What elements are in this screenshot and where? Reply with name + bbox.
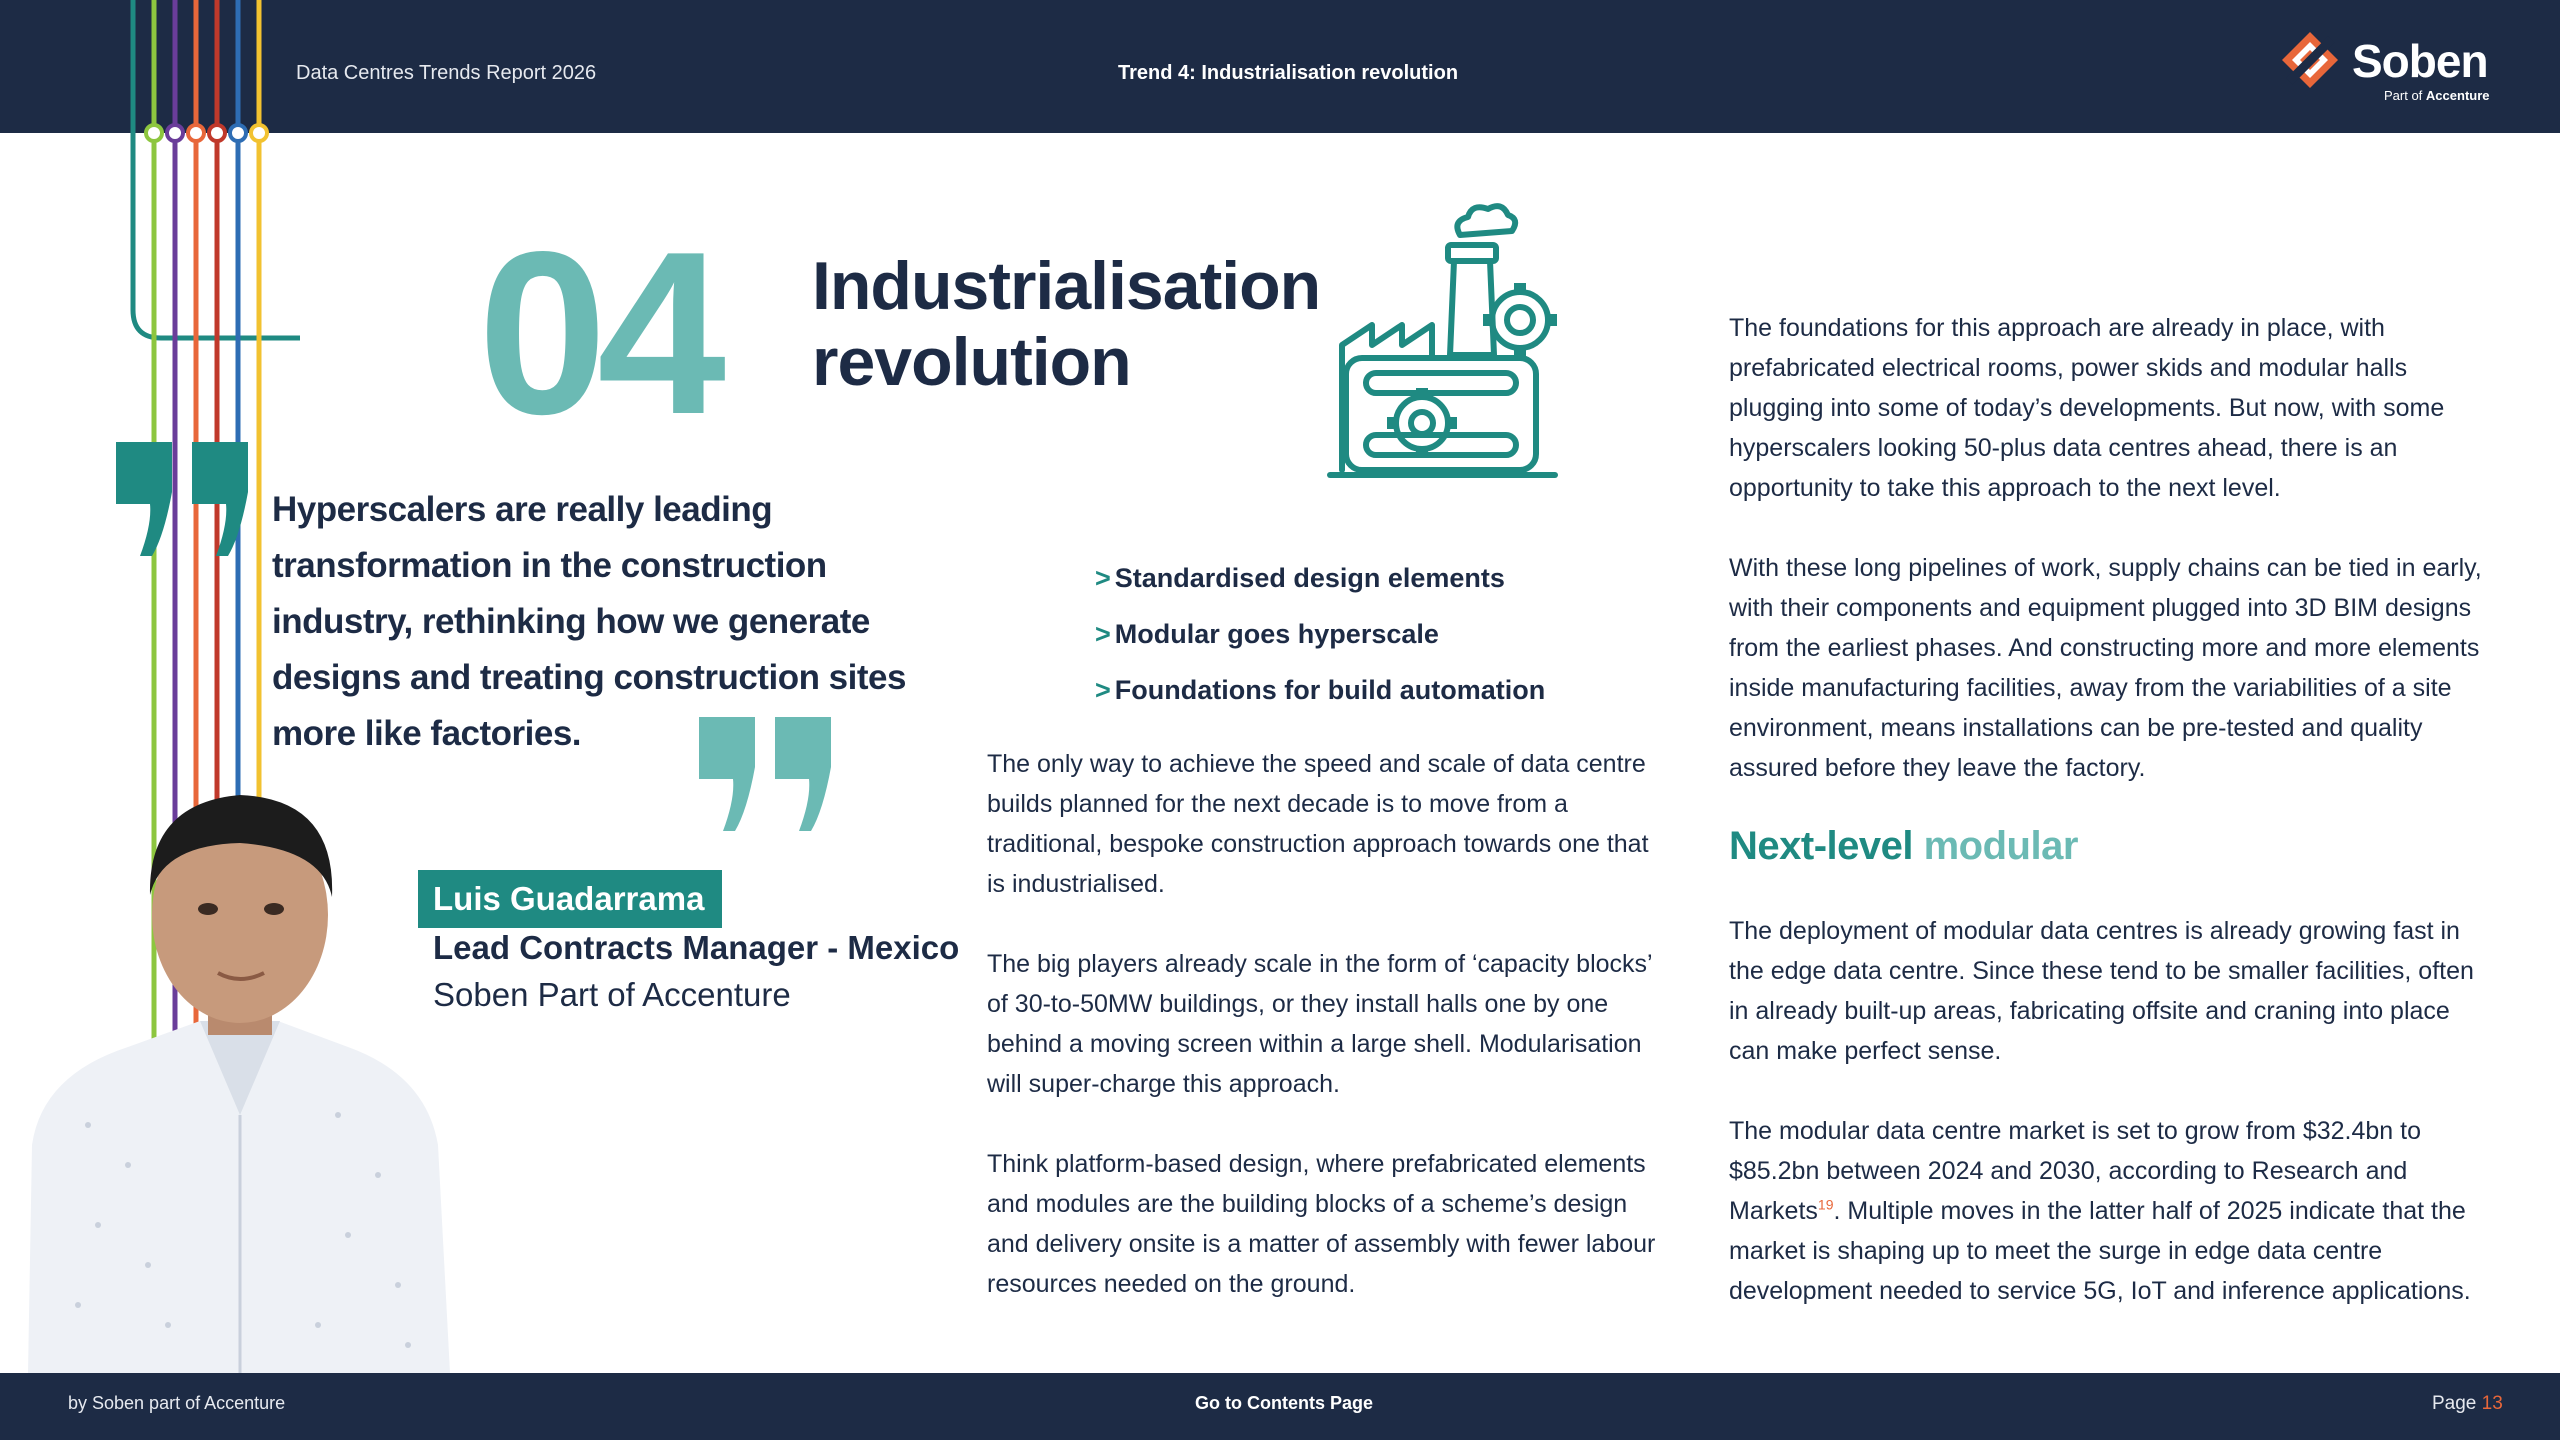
body-paragraph: The big players already scale in the form of ‘capacity blocks’ of 30-to-50MW buildings, or they install halls one by one behind a moving screen within a large shell. Modularisation will super-charge this approach. [987, 950, 1652, 1098]
middle-column-text [987, 744, 1667, 1344]
body-paragraph: The modular data centre market is set to grow from $32.4bn to $85.2bn between 2024 and 2030, according to Research and Markets$^{19}$. Multiple moves in the latter half of 2025 indicate that the market is shaping up to meet the surge in edge data centre development needed to service 5G, IoT and inference applications. [1729, 1117, 2471, 1305]
page-title-line-2: revolution [812, 324, 1131, 400]
close-quote-icon [695, 715, 835, 835]
trend-number: 04 [478, 204, 717, 463]
bullet-arrow-icon: > [1095, 675, 1111, 705]
factory-gears-icon [1310, 195, 1560, 480]
footnote-marker[interactable]: 19 [1817, 1196, 1834, 1213]
key-point: > Foundations for build automation [1095, 675, 1546, 705]
logo-subtitle: Part of Accenture [2384, 88, 2490, 103]
page-number: 13 [2481, 1393, 2503, 1414]
page-title [812, 248, 1320, 400]
report-title: Data Centres Trends Report 2026 [296, 62, 597, 84]
page-title-line-1: Industrialisation [812, 248, 1321, 324]
right-column-text [1729, 308, 2489, 828]
body-paragraph: The foundations for this approach are already in place, with prefabricated electrical rooms, power skids and modular halls plugging into some of today’s developments. But now, with some hyperscalers looking 50-plus data centres ahead, there is an opportunity to take this approach to the next level. [1729, 314, 2445, 502]
speaker-company: Soben Part of Accenture [433, 976, 791, 1013]
right-column-text-lower [1729, 911, 2489, 1351]
soben-diamond-logo-icon [2280, 30, 2350, 90]
soben-logo [2280, 30, 2500, 110]
key-points-list [1095, 550, 1545, 718]
section-title: Trend 4: Industrialisation revolution [1118, 62, 1459, 84]
pull-quote-text: Hyperscalers are really leading transformation in the construction industry, rethinking how we generate designs and treating construction sites more like factories. [272, 490, 906, 753]
key-point: > Modular goes hyperscale [1095, 619, 1439, 649]
key-point: > Standardised design elements [1095, 563, 1505, 593]
body-paragraph: Think platform-based design, where prefabricated elements and modules are the building blocks of a scheme’s design and delivery onsite is a matter of assembly with fewer labour resources needed on the ground. [987, 1150, 1656, 1298]
open-quote-icon [112, 440, 252, 560]
page-indicator: Page 13 [2432, 1393, 2503, 1414]
body-paragraph: The deployment of modular data centres is already growing fast in the edge data centre. Since these tend to be smaller facilities, often in already built-up areas, fabricating offsite and craning into place can make perfect sense. [1729, 917, 2474, 1065]
speaker-role: Lead Contracts Manager - Mexico [433, 929, 960, 966]
contents-page-link[interactable]: Go to Contents Page [1195, 1393, 1374, 1413]
bullet-arrow-icon: > [1095, 563, 1111, 593]
body-paragraph: With these long pipelines of work, supply chains can be tied in early, with their components and equipment plugged into 3D BIM designs from the earliest phases. And constructing more and more elements inside manufacturing facilities, away from the variabilities of a site environment, means installations can be pre-tested and quality assured before they leave the factory. [1729, 554, 2482, 782]
bullet-arrow-icon: > [1095, 619, 1111, 649]
footer-credit: by Soben part of Accenture [68, 1393, 286, 1413]
logo-wordmark: Soben [2352, 35, 2488, 87]
body-paragraph: The only way to achieve the speed and scale of data centre builds planned for the next decade is to move from a traditional, bespoke construction approach towards one that is industrialised. [987, 750, 1649, 898]
speaker-name: Luis Guadarrama [418, 870, 722, 928]
section-subheading: Next-level modular [1729, 824, 2078, 868]
